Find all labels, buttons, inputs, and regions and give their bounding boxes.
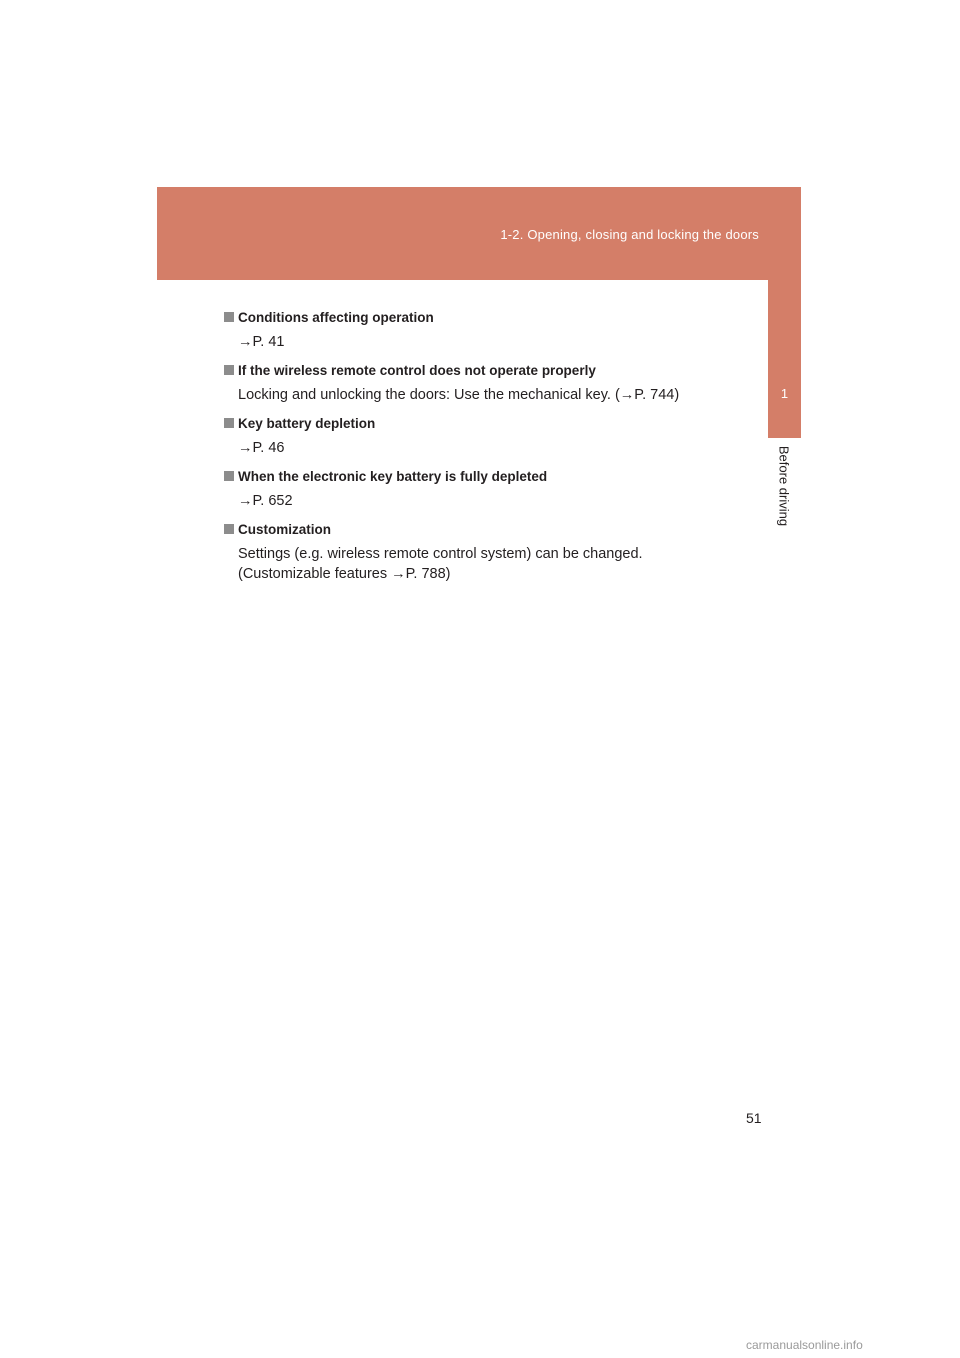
square-bullet-icon [224, 418, 234, 428]
item-heading-text: When the electronic key battery is fully depleted [238, 469, 548, 484]
chapter-label: Before driving [776, 445, 792, 527]
item-heading-text: If the wireless remote control does not operate properly [238, 363, 596, 378]
section-header-band [157, 187, 801, 280]
list-item [224, 361, 764, 405]
item-body: →P. 41 [238, 334, 285, 350]
list-item [224, 308, 764, 352]
square-bullet-icon [224, 471, 234, 481]
square-bullet-icon [224, 312, 234, 322]
content-list [224, 308, 764, 593]
section-title: 1-2. Opening, closing and locking the doors [500, 227, 759, 242]
list-item [224, 520, 764, 584]
chapter-number: 1 [780, 386, 789, 401]
watermark: carmanualsonline.info [746, 1338, 863, 1352]
item-heading [224, 414, 764, 433]
chapter-tab [768, 280, 801, 438]
item-body: Settings (e.g. wireless remote control system) can be changed. (Customizable features →P. 788) [238, 546, 643, 582]
item-heading-text: Key battery depletion [238, 416, 376, 431]
item-body: →P. 46 [238, 440, 285, 456]
list-item [224, 414, 764, 458]
item-heading-text: Customization [238, 522, 331, 537]
item-heading [224, 467, 764, 486]
item-heading [224, 520, 764, 539]
item-body: →P. 652 [238, 493, 293, 509]
item-heading-text: Conditions affecting operation [238, 310, 434, 325]
item-heading [224, 308, 764, 327]
item-heading [224, 361, 764, 380]
page-number: 51 [746, 1110, 762, 1126]
square-bullet-icon [224, 365, 234, 375]
item-body: Locking and unlocking the doors: Use the mechanical key. (→P. 744) [238, 387, 680, 403]
list-item [224, 467, 764, 511]
square-bullet-icon [224, 524, 234, 534]
